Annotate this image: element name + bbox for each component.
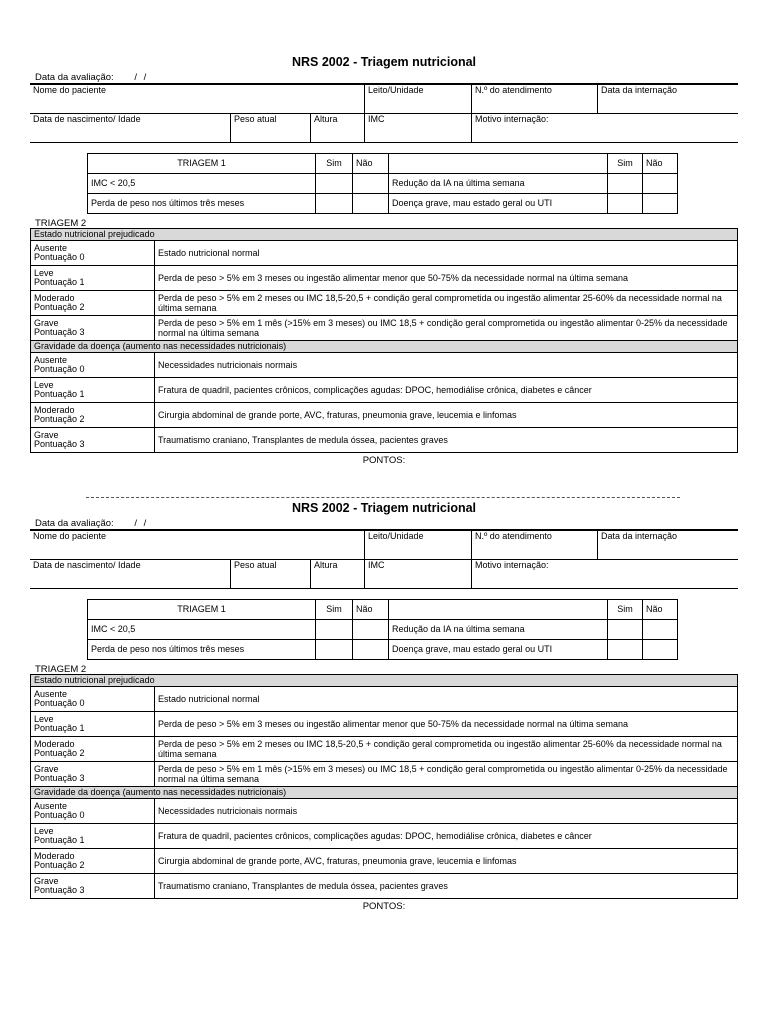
level-cell — [31, 824, 155, 849]
level-score: Pontuação 1 — [34, 389, 85, 399]
sim-header: Sim — [608, 600, 643, 620]
level-name: Moderado — [34, 850, 75, 861]
level-cell — [31, 403, 155, 428]
bmi-field[interactable]: IMC — [365, 560, 472, 589]
level-description[interactable]: Perda de peso > 5% em 1 mês (>15% em 3 meses) ou IMC 18,5 + condição geral comprometida ou ingestão alimentar 0-25% da necessidade normal na última semana — [155, 762, 738, 787]
nao-header: Não — [353, 600, 389, 620]
points-total: PONTOS: — [362, 901, 406, 912]
triagem2-table — [30, 228, 738, 453]
admission-reason-field[interactable]: Motivo internação: — [472, 560, 739, 589]
triagem1-table — [87, 153, 678, 214]
attendance-number-field[interactable]: N.º do atendimento — [472, 530, 598, 560]
level-description[interactable]: Fratura de quadril, pacientes crônicos, complicações agudas: DPOC, hemodiálise crônica, diabetes e câncer — [155, 824, 738, 849]
birthdate-age-field[interactable]: Data de nascimento/ Idade — [30, 114, 231, 143]
nrs-form — [0, 55, 768, 495]
answer-nao-box[interactable] — [643, 174, 678, 194]
triagem1-title: TRIAGEM 1 — [88, 154, 316, 174]
level-name: Grave — [34, 429, 59, 440]
level-name: Leve — [34, 379, 54, 390]
level-name: Grave — [34, 763, 59, 774]
height-field[interactable]: Altura — [311, 560, 365, 589]
level-score: Pontuação 1 — [34, 835, 85, 845]
level-name: Ausente — [34, 688, 68, 699]
level-name: Grave — [34, 875, 59, 886]
sim-header: Sim — [608, 154, 643, 174]
answer-nao-box[interactable] — [353, 194, 389, 214]
level-name: Grave — [34, 317, 59, 328]
date-slashes: / / — [134, 72, 149, 83]
level-cell — [31, 799, 155, 824]
bmi-field[interactable]: IMC — [365, 114, 472, 143]
level-cell — [31, 712, 155, 737]
level-name: Moderado — [34, 738, 75, 749]
answer-nao-box[interactable] — [643, 620, 678, 640]
level-name: Moderado — [34, 292, 75, 303]
triagem1-title: TRIAGEM 1 — [88, 600, 316, 620]
form-title: NRS 2002 - Triagem nutricional — [291, 501, 477, 515]
form-title: NRS 2002 - Triagem nutricional — [291, 55, 477, 69]
answer-nao-box[interactable] — [643, 640, 678, 660]
level-description[interactable]: Estado nutricional normal — [155, 241, 738, 266]
level-score: Pontuação 2 — [34, 414, 85, 424]
patient-header-table — [30, 83, 738, 143]
triagem1-blank-header — [389, 154, 608, 174]
answer-sim-box[interactable] — [316, 620, 353, 640]
admission-date-field[interactable]: Data da internação — [598, 530, 739, 560]
level-name: Leve — [34, 267, 54, 278]
triagem2-table — [30, 674, 738, 899]
date-label: Data da avaliação: — [35, 518, 114, 529]
criterion-intake: Redução da IA na última semana — [389, 174, 608, 194]
level-name: Ausente — [34, 242, 68, 253]
section-nutritional-status: Estado nutricional prejudicado — [31, 675, 738, 687]
patient-name-field[interactable]: Nome do paciente — [30, 530, 365, 560]
level-score: Pontuação 0 — [34, 810, 85, 820]
current-weight-field[interactable]: Peso atual — [231, 114, 311, 143]
admission-reason-field[interactable]: Motivo internação: — [472, 114, 739, 143]
answer-nao-box[interactable] — [643, 194, 678, 214]
level-cell — [31, 874, 155, 899]
level-description[interactable]: Traumatismo craniano, Transplantes de medula óssea, pacientes graves — [155, 874, 738, 899]
criterion-weight-loss: Perda de peso nos últimos três meses — [88, 194, 316, 214]
level-cell — [31, 737, 155, 762]
level-description[interactable]: Perda de peso > 5% em 2 meses ou IMC 18,5-20,5 + condição geral comprometida ou ingestão alimentar 25-60% da necessidade normal na última semana — [155, 291, 738, 316]
birthdate-age-field[interactable]: Data de nascimento/ Idade — [30, 560, 231, 589]
level-description[interactable]: Cirurgia abdominal de grande porte, AVC, fraturas, pneumonia grave, leucemia e linfomas — [155, 403, 738, 428]
level-cell — [31, 378, 155, 403]
answer-sim-box[interactable] — [608, 174, 643, 194]
sim-header: Sim — [316, 600, 353, 620]
answer-nao-box[interactable] — [353, 640, 389, 660]
level-name: Leve — [34, 825, 54, 836]
level-name: Moderado — [34, 404, 75, 415]
level-score: Pontuação 1 — [34, 723, 85, 733]
patient-header-table — [30, 529, 738, 589]
answer-nao-box[interactable] — [353, 620, 389, 640]
section-disease-severity: Gravidade da doença (aumento nas necessidades nutricionais) — [31, 787, 738, 799]
date-slashes: / / — [134, 518, 149, 529]
nao-header: Não — [353, 154, 389, 174]
triagem1-table — [87, 599, 678, 660]
bed-unit-field[interactable]: Leito/Unidade — [365, 84, 472, 114]
answer-nao-box[interactable] — [353, 174, 389, 194]
level-description[interactable]: Fratura de quadril, pacientes crônicos, complicações agudas: DPOC, hemodiálise crônica, diabetes e câncer — [155, 378, 738, 403]
level-score: Pontuação 0 — [34, 364, 85, 374]
level-score: Pontuação 0 — [34, 698, 85, 708]
level-score: Pontuação 2 — [34, 748, 85, 758]
nao-header: Não — [643, 600, 678, 620]
level-cell — [31, 762, 155, 787]
level-description[interactable]: Necessidades nutricionais normais — [155, 799, 738, 824]
level-score: Pontuação 3 — [34, 885, 85, 895]
level-name: Ausente — [34, 354, 68, 365]
level-cell — [31, 353, 155, 378]
cut-line — [86, 497, 680, 498]
level-description[interactable]: Perda de peso > 5% em 3 meses ou ingestão alimentar menor que 50-75% da necessidade normal na última semana — [155, 266, 738, 291]
level-score: Pontuação 0 — [34, 252, 85, 262]
level-cell — [31, 241, 155, 266]
level-score: Pontuação 3 — [34, 773, 85, 783]
admission-date-field[interactable]: Data da internação — [598, 84, 739, 114]
level-cell — [31, 687, 155, 712]
level-name: Leve — [34, 713, 54, 724]
level-description[interactable]: Traumatismo craniano, Transplantes de medula óssea, pacientes graves — [155, 428, 738, 453]
criterion-bmi: IMC < 20,5 — [88, 620, 316, 640]
level-name: Ausente — [34, 800, 68, 811]
answer-sim-box[interactable] — [608, 194, 643, 214]
points-total: PONTOS: — [362, 455, 406, 466]
height-field[interactable]: Altura — [311, 114, 365, 143]
date-label: Data da avaliação: — [35, 72, 114, 83]
attendance-number-field[interactable]: N.º do atendimento — [472, 84, 598, 114]
level-score: Pontuação 3 — [34, 327, 85, 337]
triagem2-label: TRIAGEM 2 — [35, 218, 87, 229]
sim-header: Sim — [316, 154, 353, 174]
evaluation-date — [35, 72, 148, 83]
nao-header: Não — [643, 154, 678, 174]
level-description[interactable]: Perda de peso > 5% em 2 meses ou IMC 18,5-20,5 + condição geral comprometida ou ingestão alimentar 25-60% da necessidade normal na última semana — [155, 737, 738, 762]
level-cell — [31, 291, 155, 316]
level-description[interactable]: Estado nutricional normal — [155, 687, 738, 712]
level-score: Pontuação 1 — [34, 277, 85, 287]
criterion-weight-loss: Perda de peso nos últimos três meses — [88, 640, 316, 660]
level-cell — [31, 316, 155, 341]
level-score: Pontuação 3 — [34, 439, 85, 449]
answer-sim-box[interactable] — [316, 194, 353, 214]
answer-sim-box[interactable] — [608, 620, 643, 640]
criterion-intake: Redução da IA na última semana — [389, 620, 608, 640]
level-cell — [31, 428, 155, 453]
triagem2-label: TRIAGEM 2 — [35, 664, 87, 675]
level-score: Pontuação 2 — [34, 302, 85, 312]
section-nutritional-status: Estado nutricional prejudicado — [31, 229, 738, 241]
answer-sim-box[interactable] — [316, 174, 353, 194]
level-description[interactable]: Cirurgia abdominal de grande porte, AVC, fraturas, pneumonia grave, leucemia e linfomas — [155, 849, 738, 874]
bed-unit-field[interactable]: Leito/Unidade — [365, 530, 472, 560]
level-description[interactable]: Perda de peso > 5% em 3 meses ou ingestão alimentar menor que 50-75% da necessidade normal na última semana — [155, 712, 738, 737]
patient-name-field[interactable]: Nome do paciente — [30, 84, 365, 114]
level-description[interactable]: Necessidades nutricionais normais — [155, 353, 738, 378]
current-weight-field[interactable]: Peso atual — [231, 560, 311, 589]
triagem1-blank-header — [389, 600, 608, 620]
answer-sim-box[interactable] — [316, 640, 353, 660]
evaluation-date — [35, 518, 148, 529]
nrs-form — [0, 501, 768, 941]
criterion-severe-disease: Doença grave, mau estado geral ou UTI — [389, 194, 608, 214]
level-cell — [31, 266, 155, 291]
level-cell — [31, 849, 155, 874]
level-description[interactable]: Perda de peso > 5% em 1 mês (>15% em 3 meses) ou IMC 18,5 + condição geral comprometida ou ingestão alimentar 0-25% da necessidade normal na última semana — [155, 316, 738, 341]
criterion-bmi: IMC < 20,5 — [88, 174, 316, 194]
criterion-severe-disease: Doença grave, mau estado geral ou UTI — [389, 640, 608, 660]
answer-sim-box[interactable] — [608, 640, 643, 660]
level-score: Pontuação 2 — [34, 860, 85, 870]
section-disease-severity: Gravidade da doença (aumento nas necessidades nutricionais) — [31, 341, 738, 353]
